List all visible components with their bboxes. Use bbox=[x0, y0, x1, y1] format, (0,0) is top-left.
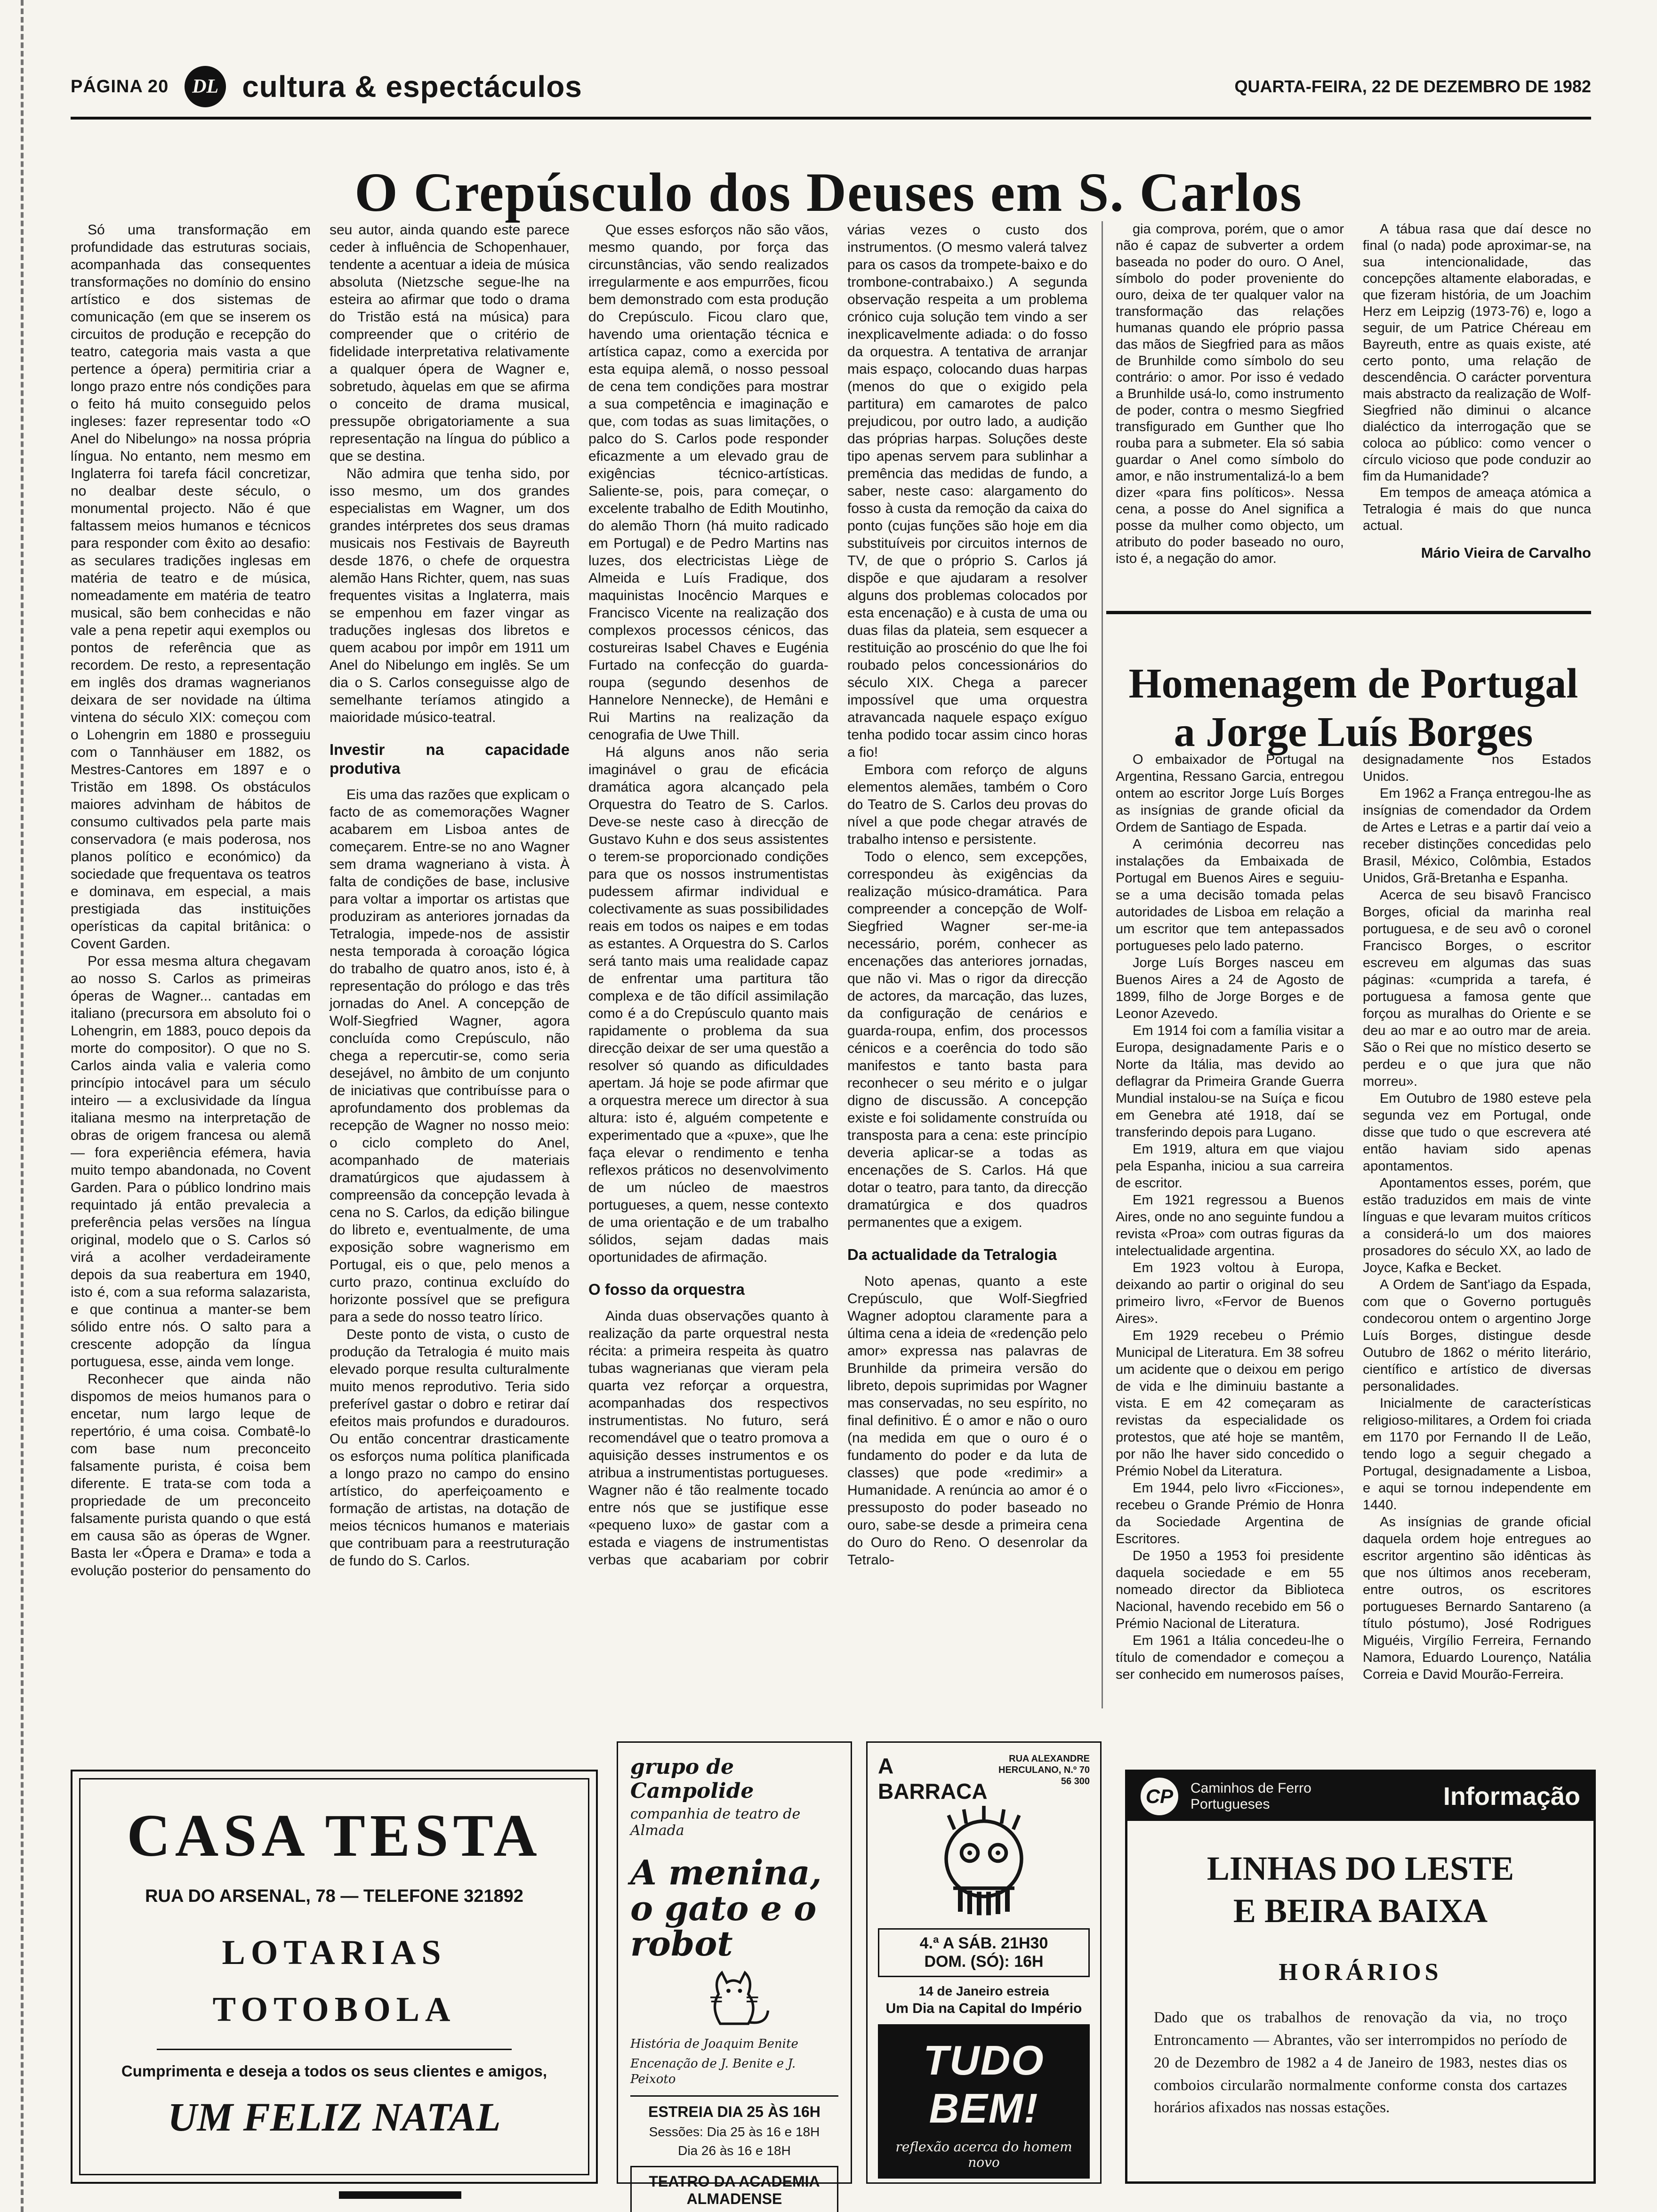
campolide-credit-1: História de Joaquim Benite bbox=[630, 2036, 798, 2051]
article-paragraph: Reconhecer que ainda não dispomos de meios humanos para o encetar, num largo leque de repertório, é uma coisa. Combatê-lo com base num preconceito falsamente purista, é coisa bem diferente. E trata-se com toda a propriedade de um preconceito falsamente purista quando o que está em causa são as óperas de Wgner. Basta ler «Ópera e Drama» e toda a evolução posterior do pensamento do seu autor, ainda quando este parece ceder à influência de Schopenhauer, tendente a acentuar a ideia de música absoluta (Nietzsche segue-lhe na esteira ao afirmar que todo o drama do Tristão está na música) para compreender que o critério de fidelidade interpretativa relativamente a qualquer ópera de Wagner e, sobretudo, àquelas em que se afirma o conceito de drama musical, pressupõe obrigatoriamente a sua representação na língua do público a que se destina. bbox=[71, 222, 570, 1579]
article-paragraph: Em tempos de ameaça atómica a Tetralogia é mais do que nunca actual. bbox=[1363, 485, 1591, 533]
campolide-venue: TEATRO DA ACADEMIA ALMADENSE bbox=[630, 2166, 838, 2212]
article-paragraph: Noto apenas, quanto a este Crepúsculo, que Wolf-Siegfried Wagner adoptou claramente para a última cena a ideia de «redenção pelo amor» expressa nas palavras de Brunhilde da primeira versão do libreto, depois suprimidas por Wagner mas conservadas, no seu espírito, no final definitivo. É o amor e não o ouro (na medida em que o ouro é o fundamento do poder e da luta de classes) que pode «redimir» a Humanidade. A renúncia ao amor é o pressuposto do poder baseado no ouro, sabe-se desde a primeira cena do Ouro do Reno. O desenrolar da Tetralo- bbox=[847, 1273, 1087, 1568]
article-paragraph: Todo o elenco, sem excepções, correspondeu às exigências da realização músico-dramática. Para compreender a concepção de Wolf-Siegfried Wagner ser-me-ia necessário, porém, conhecer as encenações das anteriores jornadas, que não vi. Mas o rigor da direcção de actores, da marcação, das luzes, da configuração de cenários e guarda-roupa, enfim, dos processos cénicos e a coerência do todo são manifestos e tanto basta para reconhecer o seu mérito e o julgar digno de discussão. A concepção existe e foi solidamente construída ou transposta para a cena: este princípio deveria aplicar-se a todas as encenações de S. Carlos. Há que dotar o teatro, para tanto, da direcção dramatúrgica e dos quadros permanentes que a exigem. bbox=[847, 849, 1087, 1230]
cp-notice-text: Dado que os trabalhos de renovação da via, no troço Entroncamento — Abrantes, vão ser interrompidos no período de 20 de Dezembro de 1982 a 4 de Janeiro de 1983, nestes dias os comboios circularão normalmente conforme consta dos cartazes horários afixados nas nossas estações. bbox=[1154, 2009, 1567, 2116]
article-byline: Mário Vieira de Carvalho bbox=[1421, 545, 1591, 561]
ad-casa-testa bbox=[71, 1770, 598, 2184]
article-paragraph: Acerca de seu bisavô Francisco Borges, oficial da marinha real portuguesa, e de seu avô o coronel Francisco Borges, o escritor escreveu em algumas das suas páginas: «cumprida a tarefa, é portuguesa a famosa gente que forçou as muralhas do Oriente e se deu ao mar e ao outro mar de areia. São o Rei que no místico deserto se perdeu e o que jura que não morreu». bbox=[1363, 888, 1591, 1089]
casa-testa-address: RUA DO ARSENAL, 78 — TELEFONE 321892 bbox=[145, 1886, 523, 1906]
article-paragraph: A cerimónia decorreu nas instalações da Embaixada de Portugal em Buenos Aires e seguiu-se a uma decisão tomada pelas autoridades de Lisboa em relação a um escritor que tem antepassados portugueses pelo lado paterno. bbox=[1116, 837, 1344, 954]
campolide-group-name: grupo de Campolide bbox=[630, 1755, 754, 1803]
article-paragraph: gia comprova, porém, que o amor não é capaz de subverter a ordem baseada no poder do ouro. O Anel, símbolo do poder proveniente do ouro, deixa de ter qualquer valor na transformação das relações humanas quando ele próprio passa das mãos de Siegfried para as mãos de Brunhilde como símbolo do seu contrário: o amor. Por isso é vedado a Brunhilde usá-lo, como instrumento de poder, contra o mesmo Siegfried transfigurado em Gunther que lho rouba para a submeter. Ela só sabia guardar o Anel como símbolo do amor, e não instrumentalizá-lo a bem dizer «para fins políticos». Nessa cena, a posse do Anel significa a posse da mulher como objecto, um atributo do poder baseado no ouro, isto é, a negação do amor. bbox=[1116, 222, 1344, 566]
article-paragraph: Em 1961 a Itália concedeu-lhe o título de comendador e começou a ser conhecido em numerosos países, designadamente nos Estados Unidos. bbox=[1116, 752, 1591, 1682]
borges-article-columns bbox=[1116, 751, 1591, 1711]
article-paragraph: Em 1929 recebeu o Prémio Municipal de Literatura. Em 38 sofreu um acidente que o deixou em perigo de vida e lhe diminuiu bastante a vista. E em 42 começaram as revistas da especialidade os protestos, que até hoje se mantêm, por não lhe haver sido concedido o Prémio Nobel da Literatura. bbox=[1116, 1328, 1344, 1479]
article-subhead: Da actualidade da Tetralogia bbox=[847, 1246, 1057, 1263]
campolide-show-title: A menina, o gato e o robot bbox=[630, 1852, 822, 1964]
main-headline: O Crepúsculo dos Deuses em S. Carlos bbox=[354, 161, 1303, 224]
article-paragraph: Deste ponto de vista, o custo de produção da Tetralogia é muito mais elevado porque resulta culturalmente muito menos reprodutivo. Teria sido preferível gastar o dobro e retirar daí efeitos mais profundos e duradouros. Ou então concentrar drasticamente os esforços numa política planificada a longo prazo no campo do ensino artístico, do aperfeiçoamento e formação de artistas, na dotação de meios técnicos humanos e materiais que contribuam para a reestruturação de fundo do S. Carlos. bbox=[330, 1327, 570, 1569]
article-paragraph: Embora com reforço de alguns elementos alemães, também o Coro do Teatro de S. Carlos deu provas do nível a que pode chegar através de trabalho intenso e persistente. bbox=[847, 762, 1087, 847]
article-paragraph: Há alguns anos não seria imaginável o grau de eficácia dramática agora alcançado pela Orquestra do Teatro de S. Carlos. Deve-se neste caso à direcção de Gustavo Kuhn e dos seus assistentes o terem-se proporcionado condições para que os nossos instrumentistas pudessem afirmar individual e colectivamente as suas possibilidades reais em todos os naipes e em todas as estantes. A Orquestra do S. Carlos será tanto mais uma realidade capaz de enfrentar uma partitura tão complexa e de tão difícil assimilação como é a do Crepúsculo quanto mais rapidamente o problema da sua direcção deixar de ser uma questão a resolver só quando as dificuldades apertam. Já hoje se pode afirmar que a orquestra merece um director à sua altura: isto é, alguém competente e experimentado que a «puxe», que lhe faça elevar o rendimento e tenha reflexos práticos no desenvolvimento de um núcleo de maestros portugueses, a quem, nesse contexto de uma orientação e de um trabalho sólidos, sejam dadas mais oportunidades de afirmação. bbox=[588, 745, 828, 1265]
article-subhead: O fosso da orquestra bbox=[588, 1281, 745, 1298]
ad-barraca bbox=[866, 1741, 1102, 2184]
casa-testa-divider bbox=[157, 2049, 512, 2050]
cp-title bbox=[1127, 1847, 1593, 1932]
barraca-show-block bbox=[878, 2024, 1090, 2179]
casa-testa-name: CASA TESTA bbox=[127, 1802, 542, 1869]
cat-illustration bbox=[701, 1964, 786, 2030]
campolide-company-name: companhia de teatro de Almada bbox=[630, 1806, 801, 1839]
article-paragraph: Não admira que tenha sido, por isso mesmo, um dos grandes especialistas em Wagner, um dos grandes intérpretes dos seus dramas musicais nos Festivais de Bayreuth desde 1876, o chefe de orquestra alemão Hans Richter, quem, nas suas frequentes visitas a Inglaterra, mais se empenhou em fazer vingar as traduções inglesas dos libretos e quem acabou por impôr em 1911 um Anel do Nibelungo em inglês. Se um dia o S. Carlos conseguisse algo de semelhante teríamos atingido a maioridade músico-teatral. bbox=[330, 466, 570, 725]
cp-logo-icon: CP bbox=[1141, 1778, 1178, 1815]
cp-brand bbox=[1190, 1780, 1311, 1813]
article-paragraph: Inicialmente de características religioso-militares, a Ordem foi criada em 1170 por Fernando II de Leão, tendo logo a seguir chegado a Portugal, designadamente a Lisboa, e aqui se tornou independente em 1440. bbox=[1363, 1396, 1591, 1513]
barraca-address-line2: 56 300 bbox=[1061, 1776, 1090, 1787]
barraca-schedule-line1: 4.ª A SÁB. 21H30 bbox=[919, 1934, 1048, 1952]
casa-testa-lotarias: LOTARIAS bbox=[222, 1933, 447, 1972]
article-paragraph: A tábua rasa que daí desce no final (o nada) pode aproximar-se, na sua intencionalidade, das concepções altamente elaboradas, e que fizeram história, de um Joachim Herz em Leipzig (1973-76) e, logo a seguir, de um Patrice Chéreau em Bayreuth, entre as quais existe, até certo ponto, uma relação de descendência. O carácter porventura mais abstracto da realização de Wolf-Siegfried não diminui o alcance dialéctico da interrogação que se coloca ao público: como vencer o círculo vicioso que pode conduzir ao fim da Humanidade? bbox=[1363, 222, 1591, 484]
main-article-columns bbox=[71, 221, 1087, 1723]
article-paragraph: Em 1914 foi com a família visitar a Europa, designadamente Paris e o Norte da Itália, mas devido ao deflagrar da Primeira Grande Guerra Mundial instalou-se na Suíça e ficou em Genebra até 1918, daí se transferindo depois para Lugano. bbox=[1116, 1023, 1344, 1140]
cp-title-line2: E BEIRA BAIXA bbox=[1233, 1892, 1488, 1930]
article-paragraph: Em 1921 regressou a Buenos Aires, onde no ano seguinte fundou a revista «Proa» com outras figuras da intelectualidade argentina. bbox=[1116, 1193, 1344, 1258]
borges-headline-line2: a Jorge Luís Borges bbox=[1174, 709, 1533, 756]
campolide-sessions-2: Dia 26 às 16 e 18H bbox=[678, 2143, 791, 2158]
cp-brand-line2: Portugueses bbox=[1190, 1796, 1270, 1812]
article-paragraph: Em 1944, pelo livro «Ficciones», recebeu o Grande Prémio de Honra da Sociedade Argentina de Escritores. bbox=[1116, 1481, 1344, 1547]
issue-date: QUARTA-FEIRA, 22 DE DEZEMBRO DE 1982 bbox=[1234, 77, 1591, 96]
face-illustration bbox=[913, 1806, 1054, 1923]
barraca-tagline: reflexão acerca do homem novo bbox=[895, 2139, 1072, 2170]
barraca-premiere-title: Um Dia na Capital do Império bbox=[885, 2001, 1082, 2016]
print-registration-mark bbox=[339, 2191, 461, 2199]
article-paragraph: O embaixador de Portugal na Argentina, Ressano Garcia, entregou ontem ao escritor Jorge Luís Borges as insígnias de grande oficial da Ordem de Santiago de Espada. bbox=[1116, 752, 1344, 835]
campolide-sessions-1: Sessões: Dia 25 às 16 e 18H bbox=[649, 2124, 820, 2140]
ad-casa-testa-frame bbox=[79, 1778, 589, 2175]
borges-section-rule bbox=[1106, 611, 1591, 614]
barraca-premiere-date: 14 de Janeiro estreia bbox=[918, 1984, 1049, 1998]
article-paragraph: Em 1923 voltou à Europa, deixando ao partir o original do seu primeiro livro, «Fervor de Buenos Aires». bbox=[1116, 1260, 1344, 1326]
barraca-address bbox=[988, 1753, 1090, 1787]
barraca-header bbox=[878, 1753, 1090, 1804]
casa-testa-totobola: TOTOBOLA bbox=[212, 1990, 456, 2029]
article-paragraph: Apontamentos esses, porém, que estão traduzidos em mais de vinte línguas e que levaram muitos críticos a considerá-lo um dos maiores prosadores do século XX, ao lado de Joyce, Kafka e Becket. bbox=[1363, 1176, 1591, 1275]
article-paragraph: Que esses esforços não são vãos, mesmo quando, por força das circunstâncias, vão sendo realizados irregularmente e aos empurrões, ficou bem demonstrado com esta produção do Crepúsculo. Ficou claro que, havendo uma orientação técnica e artística capaz, como a exercida por esta equipa alemã, o nosso pessoal de cena tem condições para mostrar a sua competência e imaginação e que, com todas as suas limitações, o palco do S. Carlos pode responder eficazmente a um elevado grau de exigências técnico-artísticas. Saliente-se, pois, para começar, o excelente trabalho de Edith Moutinho, do alemão Thorn (há muito radicado em Portugal) e de Pedro Martins nas luzes, dos electricistas Liège de Almeida e Luís Fradique, dos maquinistas Inocêncio Marques e Francisco Vicente na realização dos complexos processos cénicos, das costureiras Isabel Chaves e Eugénia Furtado na confecção do guarda-roupa (segundo desenhos de Hannelore Nennecke), de Hemâni e Rui Martins na realização da cenografia de Uwe Thill. bbox=[588, 222, 828, 743]
campolide-credit-2: Encenação de J. Benite e J. Peixoto bbox=[630, 2056, 796, 2087]
barraca-schedule-line2: DOM. (SÓ): 16H bbox=[924, 1953, 1044, 1971]
article-paragraph: Em 1962 a França entregou-lhe as insígnias de comendador da Ordem de Artes e Letras e a partir daí veio a receber distinções concedidas pelo Brasil, México, Colômbia, Estados Unidos, Grã-Bretanha e Espanha. bbox=[1363, 786, 1591, 886]
cp-header-bar bbox=[1127, 1772, 1593, 1821]
page-edge-perforation bbox=[21, 0, 24, 2212]
borges-headline bbox=[1111, 659, 1596, 757]
article-paragraph: A Ordem de Sant'iago da Espada, com que o Governo português condecorou ontem o argentino Jorge Luís Borges, distingue desde Outubro de 1862 o mérito literário, científico e artístico de diversas personalidades. bbox=[1363, 1277, 1591, 1394]
article-paragraph: Eis uma das razões que explicam o facto de as comemorações Wagner acabarem em Lisboa antes de começarem. Entre-se no ano Wagner sem drama wagneriano à vista. À falta de condições de base, inclusive para voltar a importar os artistas que produziram as anteriores jornadas da Tetralogia, impede-nos de assistir nesta temporada à coroação lógica do trabalho de quatro anos, isto é, à representação do prólogo e das três jornadas do Anel. A concepção de Wolf-Siegfried Wagner, agora concluída como Crepúsculo, não chega a repercutir-se, como seria desejável, no âmbito de um conjunto de iniciativas que contribuísse para o aprofundamento dos problemas da recepção de Wagner no nosso meio: o ciclo completo do Anel, acompanhado de materiais dramatúrgicos que ajudassem à compreensão da concepção levada à cena no S. Carlos, da edição bilingue do libreto e, eventualmente, de uma exposição sobre wagnerismo em Portugal, eis o que, pelo menos a curto prazo, continua excluído do horizonte possível que se prefigura para a sede do nosso teatro lírico. bbox=[330, 787, 570, 1325]
article-paragraph: Ainda duas observações quanto à realização da parte orquestral nesta récita: a primeira respeita às quatro tubas wagnerianas que vieram pela quarta vez reforçar a orquestra, acompanhadas dos respectivos instrumentistas. No futuro, será recomendável que o teatro promova a aquisição desses instrumentos e os atribua a instrumentistas portugueses. Wagner não é tão realmente tocado entre nós que se justifique esse «pequeno luxo» de gastar com a estada e viagens de instrumentistas verbas que acabariam por cobrir várias vezes o custo dos instrumentos. (O mesmo valerá talvez para os casos da trompete-baixo e do trombone-contrabaixo.) A segunda observação respeita a um problema crónico cuja solução tem vindo a ser inexplicavelmente adiada: o do fosso da orquestra. A tentativa de arranjar mais espaço, colocando duas harpas (menos do que o exigido pela partitura) em camarotes de palco prejudicou, por outro lado, a audição das próprias harpas. Soluções deste tipo apenas servem para sublinhar a premência das medidas de fundo, a saber, neste caso: alargamento do fosso à custa da remoção da caixa do ponto (cujas funções são hoje em dia substituíveis por circuitos internos de TV, de que o próprio S. Carlos já dispõe e que ajudaram a resolver alguns dos problemas colocados por esta encenação) e à custa de uma ou duas filas da plateia, sem esquecer a restituição ao proscénio do que lhe foi roubado pelos concessionários do século XIX. Chega a parecer impossível que uma orquestra atravancada naquele espaço exíguo tenha podido tocar assim cinco horas a fio! bbox=[588, 222, 1087, 1568]
cp-title-line1: LINHAS DO LESTE bbox=[1207, 1850, 1514, 1887]
column-divider-rule bbox=[1102, 221, 1103, 1708]
article-paragraph: Em 1919, altura em que viajou pela Espanha, iniciou a sua carreira de escritor. bbox=[1116, 1142, 1344, 1191]
borges-headline-line1: Homenagem de Portugal bbox=[1128, 660, 1578, 707]
article-paragraph: Só uma transformação em profundidade das estruturas sociais, acompanhada das consequentes transformações no domínio do ensino artístico e dos sistemas de comunicação (em que se inserem os circuitos de produção e recepção do teatro, categoria mais vasta a que pertence a ópera) permitiria criar a longo prazo entre nós condições para o feito há muito conseguido pelos ingleses: fazer representar todo «O Anel do Nibelungo» na nossa própria língua. No entanto, nem mesmo em Inglaterra foi tarefa fácil concretizar, no dealbar deste século, o monumental projecto. Não é que faltassem meios humanos e técnicos para responder com êxito ao desafio: as seculares tradições inglesas em matéria de teatro e de música, nomeadamente em matéria de teatro musical, são bem conhecidas e não vale a pena repetir aqui exemplos ou pontos de referência que as recordem. De resto, a representação em inglês dos dramas wagnerianos deixara de ser novidade na última vintena do século XIX: começou com o Lohengrin em 1880 e prosseguiu com o Tannhäuser em 1882, os Mestres-Cantores em 1897 e o Tristão em 1898. Os obstáculos maiores advinham de hábitos de consumo cultivados pela parte mais conservadora (e mais poderosa, nos planos político e económico) da sociedade que frequentava os teatros e dominava, em especial, a mais prestigiada das instituições operísticas da capital britânica: o Covent Garden. bbox=[71, 222, 311, 952]
page-number: PÁGINA 20 bbox=[71, 76, 169, 96]
continuation-paragraphs bbox=[1116, 221, 1591, 567]
article-paragraph: As insígnias de grande oficial daquela ordem hoje entregues ao escritor argentino são idênticas às que nos últimos anos receberam, entre outros, os escritores portugueses Bernardo Santareno (a título póstumo), José Rodrigues Miguéis, Virgílio Ferreira, Fernando Namora, Eduardo Lourenço, Natália Correia e David Mourão-Ferreira. bbox=[1363, 1515, 1591, 1682]
barraca-show-title: TUDO BEM! bbox=[923, 2037, 1045, 2132]
barraca-address-line1: RUA ALEXANDRE HERCULANO, N.º 70 bbox=[998, 1754, 1090, 1775]
barraca-schedule bbox=[878, 1928, 1090, 1977]
campolide-premiere: ESTREIA DIA 25 ÀS 16H bbox=[630, 2095, 838, 2121]
cp-brand-line1: Caminhos de Ferro bbox=[1190, 1780, 1311, 1796]
ad-cp-railways bbox=[1125, 1770, 1596, 2184]
barraca-name: A BARRACA bbox=[878, 1754, 988, 1803]
article-paragraph: Jorge Luís Borges nasceu em Buenos Aires a 24 de Agosto de 1899, filho de Jorge Borges e de Leonor Azevedo. bbox=[1116, 955, 1344, 1021]
casa-testa-greeting: UM FELIZ NATAL bbox=[168, 2094, 501, 2140]
article-paragraph: Por essa mesma altura chegavam ao nosso S. Carlos as primeiras óperas de Wagner... cantadas em italiano (precursora em absoluto foi o Lohengrin, em 1883, pouco depois da morte do compositor). O que no S. Carlos ainda valia e valeria como princípio intocável para um século inteiro — a exclusividade da língua italiana mesmo na interpretação de obras de origem francesa ou alemã — fora experiência efémera, havia muito tempo abandonada, no Covent Garden. Para o público londrino mais requintado já então prevalecia a preferência pelas versões na língua original, modelo que o S. Carlos só virá a acolher verdadeiramente depois da sua reabertura em 1940, isto é, com a sua reforma salazarista, e que continua a manter-se bem sólido entre nós. O salto para a crescente adopção da língua portuguesa, esse, ainda vem longe. bbox=[71, 954, 311, 1370]
article-paragraph: Em Outubro de 1980 esteve pela segunda vez em Portugal, onde disse que tudo o que escrevera até então haviam sido apenas apontamentos. bbox=[1363, 1091, 1591, 1174]
cp-subtitle: HORÁRIOS bbox=[1279, 1959, 1442, 1986]
newspaper-logo: DL bbox=[185, 66, 226, 107]
casa-testa-message: Cumprimenta e deseja a todos os seus clientes e amigos, bbox=[121, 2062, 547, 2080]
main-article-continuation bbox=[1116, 221, 1591, 598]
article-paragraph: De 1950 a 1953 foi presidente daquela sociedade e em 55 nomeado director da Biblioteca Nacional, havendo recebido em 56 o Prémio Nacional de Literatura. bbox=[1116, 1548, 1344, 1631]
article-subhead: Investir na capacidade produtiva bbox=[330, 741, 570, 777]
masthead bbox=[71, 66, 1591, 120]
cp-info-label: Informação bbox=[1443, 1782, 1580, 1811]
ad-campolide bbox=[617, 1741, 852, 2208]
section-title: cultura & espectáculos bbox=[242, 70, 582, 104]
